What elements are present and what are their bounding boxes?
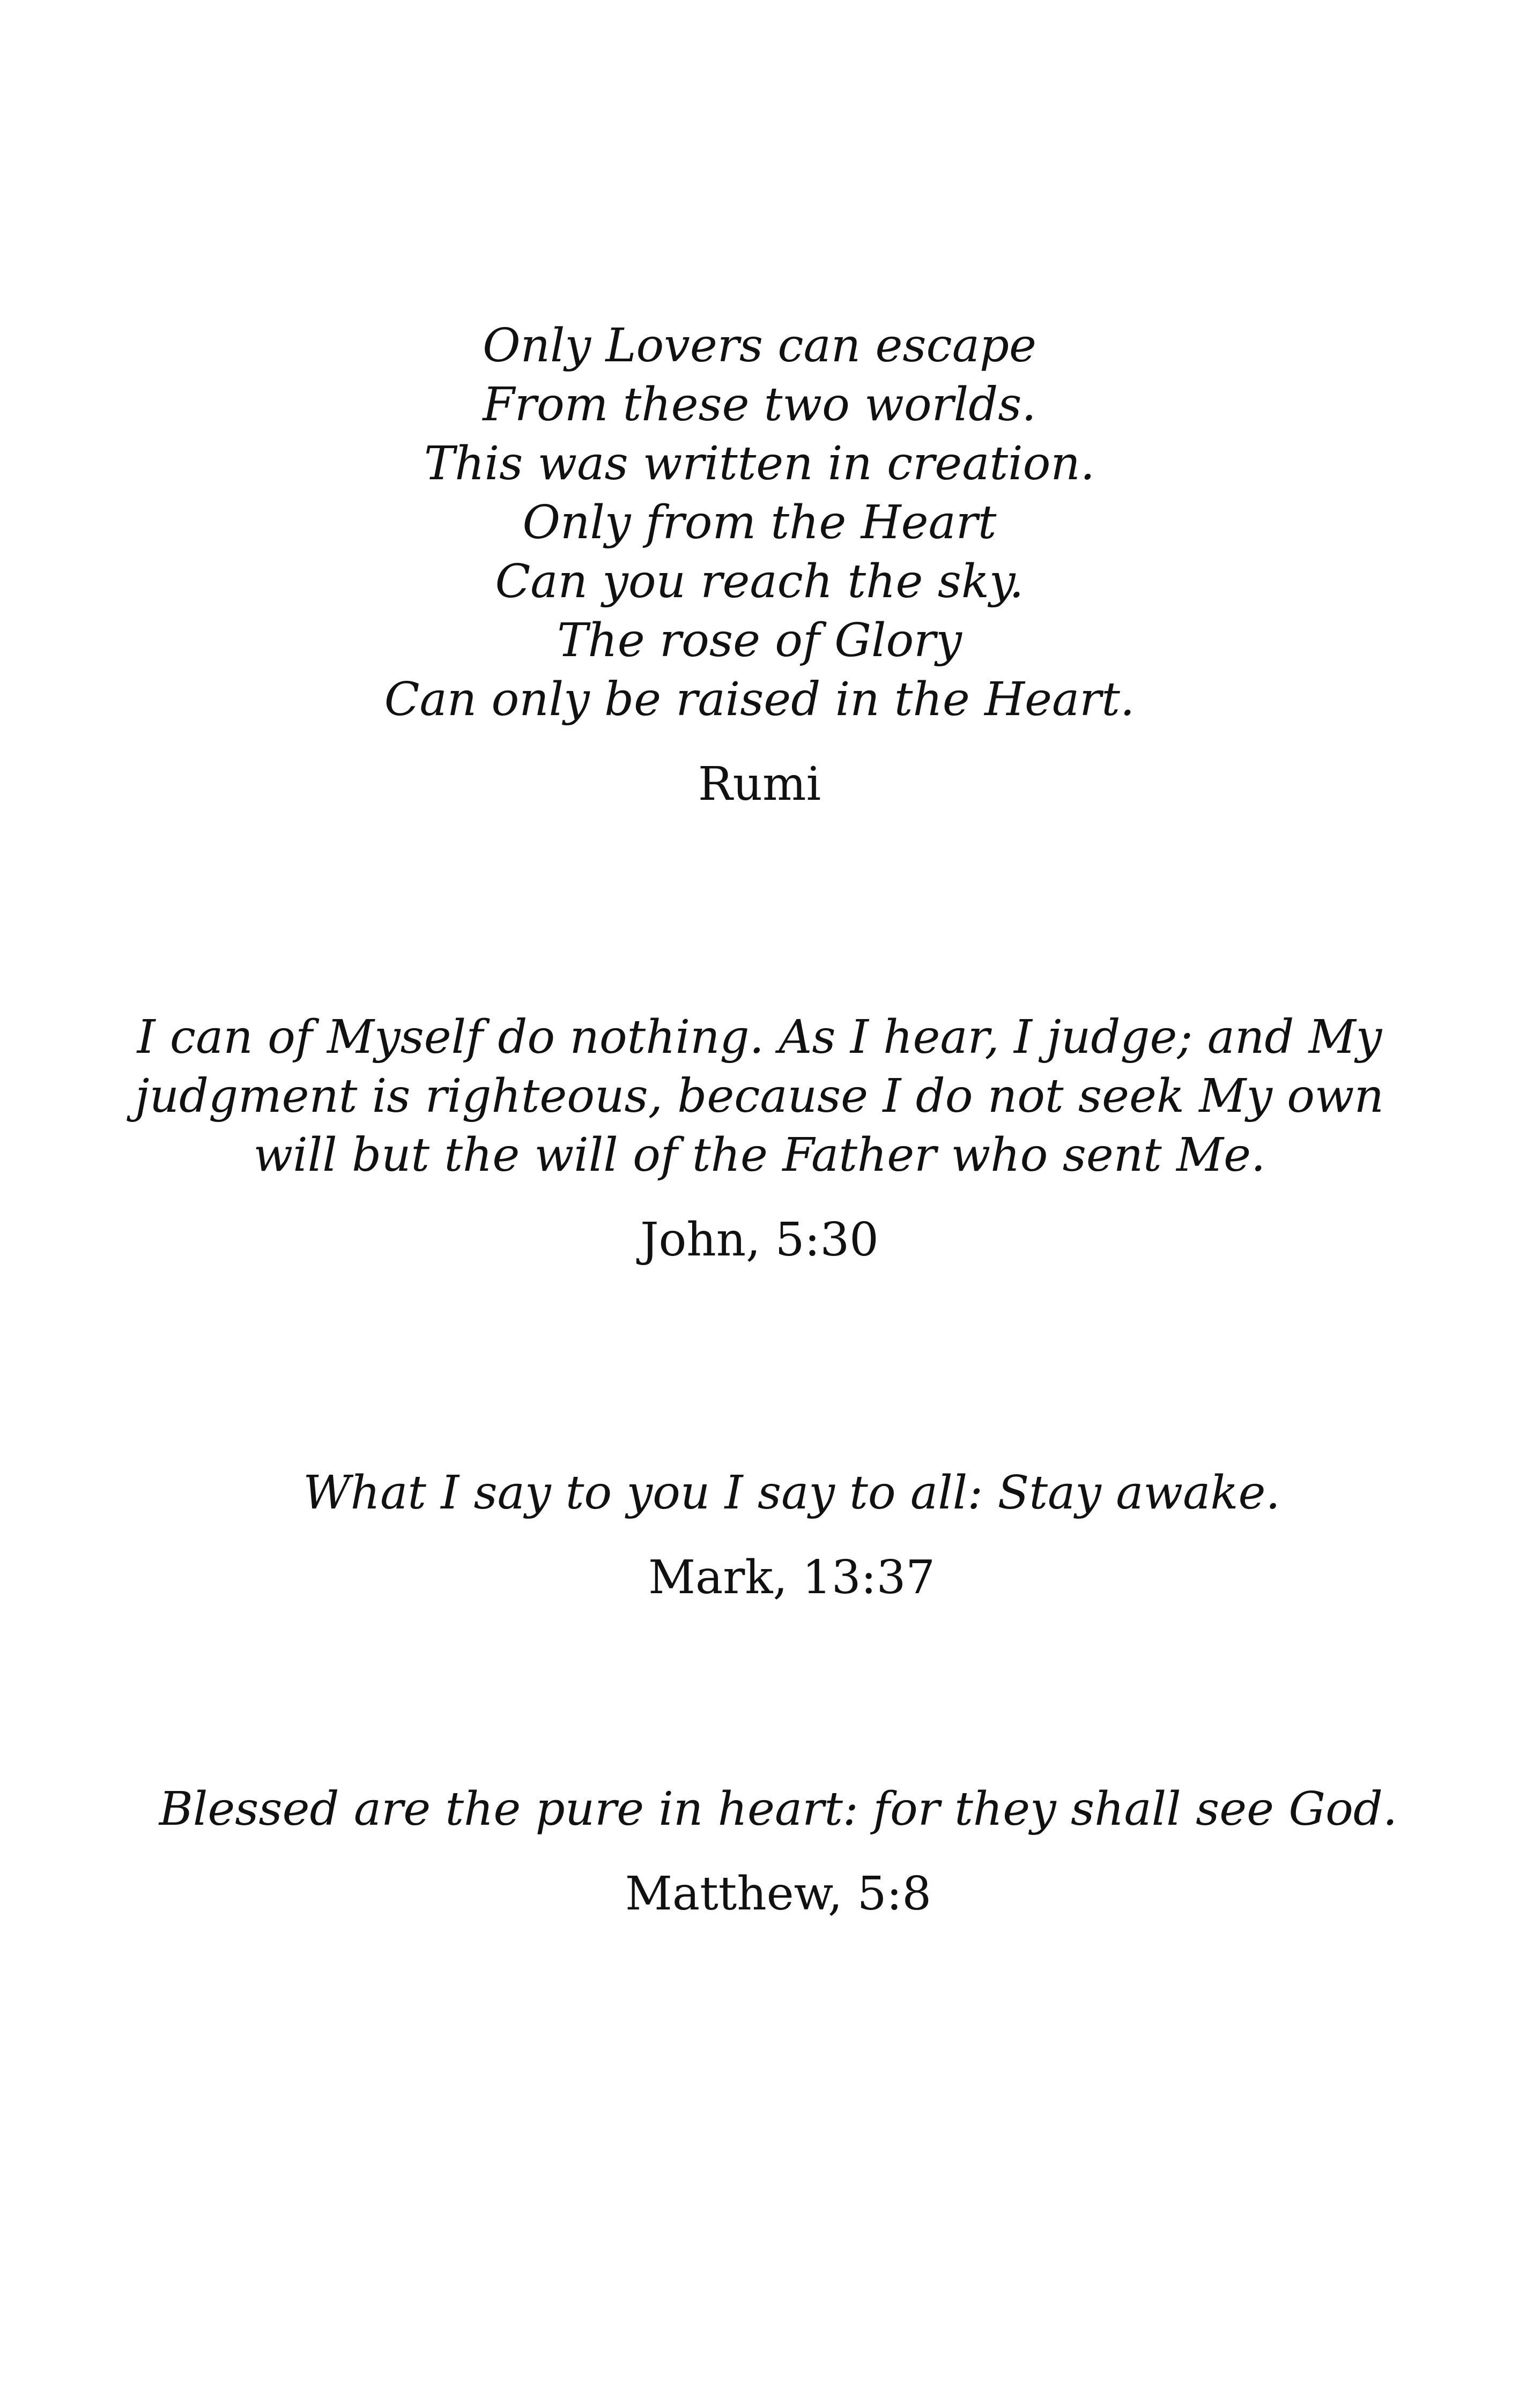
quote-line: will but the will of the Father who sent Me.	[253, 1128, 1266, 1182]
quote-line: Can only be raised in the Heart.	[384, 673, 1135, 726]
quote-text	[0, 1008, 1519, 1185]
quote-line: This was written in creation.	[424, 437, 1095, 490]
quote-matthew	[0, 1780, 1519, 1923]
quote-text	[0, 1463, 1519, 1522]
quote-line: judgment is righteous, because I do not seek My own	[135, 1069, 1384, 1123]
quote-line: Only from the Heart	[522, 496, 997, 549]
quote-john	[0, 1008, 1519, 1269]
quote-line: What I say to you I say to all: Stay awake.	[303, 1466, 1280, 1520]
attribution: Matthew, 5:8	[625, 1867, 932, 1921]
quote-mark	[0, 1463, 1519, 1607]
attribution: John, 5:30	[640, 1213, 879, 1267]
quote-line: I can of Myself do nothing. As I hear, I judge; and My	[137, 1010, 1382, 1064]
quote-line: Can you reach the sky.	[495, 555, 1024, 608]
quote-line: From these two worlds.	[483, 378, 1036, 432]
attribution: Rumi	[698, 757, 821, 811]
quote-text	[0, 1780, 1519, 1839]
quote-rumi	[0, 316, 1519, 814]
quote-line: The rose of Glory	[557, 614, 962, 667]
quote-line: Blessed are the pure in heart: for they shall see God.	[159, 1782, 1398, 1836]
attribution: Mark, 13:37	[648, 1551, 936, 1604]
quote-line: Only Lovers can escape	[483, 319, 1036, 373]
quote-text	[0, 316, 1519, 729]
